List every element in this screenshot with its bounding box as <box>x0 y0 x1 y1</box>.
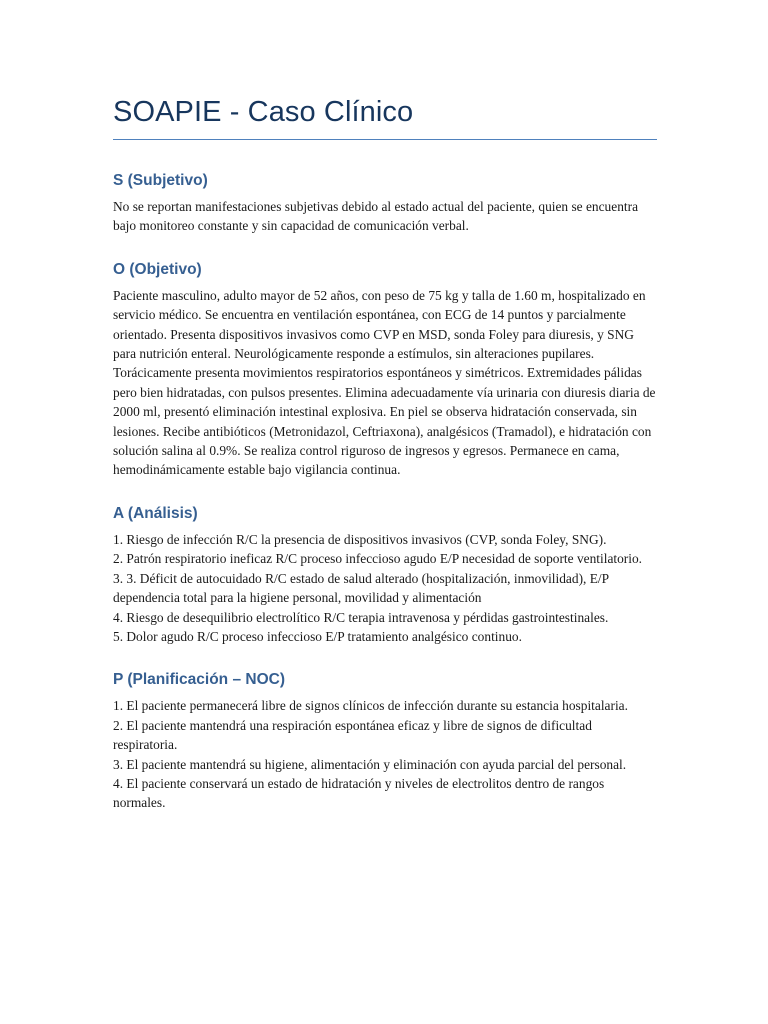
subjetivo-text: No se reportan manifestaciones subjetivas debido al estado actual del paciente, quien se encuentra bajo monitoreo constante y sin capacidad de comunicación verbal. <box>113 199 639 234</box>
section-heading-objetivo: O (Objetivo) <box>113 260 202 278</box>
planificacion-item-2: 2. El paciente mantendrá una respiración espontánea eficaz y libre de signos de dificultad respiratoria. <box>113 717 592 753</box>
objetivo-text: Paciente masculino, adulto mayor de 52 años, con peso de 75 kg y talla de 1.60 m, hospitalizado en servicio médico. Se encuentra en ventilación espontánea, con ECG de 14 puntos y parcialmente orientado. Presenta dispositivos invasivos como CVP en MSD, sonda Foley para diuresis, y SNG para nutrición enteral. Neurológicamente responde a estímulos, sin alteraciones pupilares. Torácicamente presenta movimientos respiratorios espontáneos y simétricos. Extremidades pálidas pero bien hidratadas, con pulsos presentes. Elimina adecuadamente vía urinaria con diuresis diaria de 2000 ml, presentó eliminación intestinal explosiva. En piel se observa hidratación conservada, sin lesiones. Recibe antibióticos (Metronidazol, Ceftriaxona), analgésicos (Tramadol), e hidratación con solución salina al 0.9%. Se realiza control riguroso de ingresos y egresos. Permanece en cama, hemodinámicamente estable bajo vigilancia continua. <box>113 287 656 478</box>
analisis-item-5: 5. Dolor agudo R/C proceso infeccioso E/P tratamiento analgésico continuo. <box>113 628 522 644</box>
analisis-item-4: 4. Riesgo de desequilibrio electrolítico R/C terapia intravenosa y pérdidas gastrointestinales. <box>113 609 609 625</box>
section-subjetivo <box>113 169 658 236</box>
section-analisis <box>113 502 658 646</box>
document-title: SOAPIE - Caso Clínico <box>113 96 414 128</box>
planificacion-item-3: 3. El paciente mantendrá su higiene, alimentación y eliminación con ayuda parcial del personal. <box>113 756 627 772</box>
planificacion-list <box>113 696 658 812</box>
section-objetivo <box>113 258 658 480</box>
analisis-item-1: 1. Riesgo de infección R/C la presencia de dispositivos invasivos (CVP, sonda Foley, SNG). <box>113 531 607 547</box>
section-heading-planificacion: P (Planificación – NOC) <box>113 671 285 689</box>
section-planificacion <box>113 668 658 812</box>
section-heading-analisis: A (Análisis) <box>113 504 198 522</box>
analisis-item-3: 3. 3. Déficit de autocuidado R/C estado de salud alterado (hospitalización, inmovilidad), E/P dependencia total para la higiene personal, movilidad y alimentación <box>113 570 609 606</box>
section-heading-subjetivo: S (Subjetivo) <box>113 172 208 189</box>
analisis-item-2: 2. Patrón respiratorio ineficaz R/C proceso infeccioso agudo E/P necesidad de soporte ventilatorio. <box>113 551 643 567</box>
analisis-list <box>113 530 658 646</box>
planificacion-item-1: 1. El paciente permanecerá libre de signos clínicos de infección durante su estancia hospitalaria. <box>113 698 628 714</box>
title-underline <box>113 139 657 140</box>
planificacion-item-4: 4. El paciente conservará un estado de hidratación y niveles de electrolitos dentro de rangos normales. <box>113 775 605 811</box>
document-page <box>113 92 658 835</box>
